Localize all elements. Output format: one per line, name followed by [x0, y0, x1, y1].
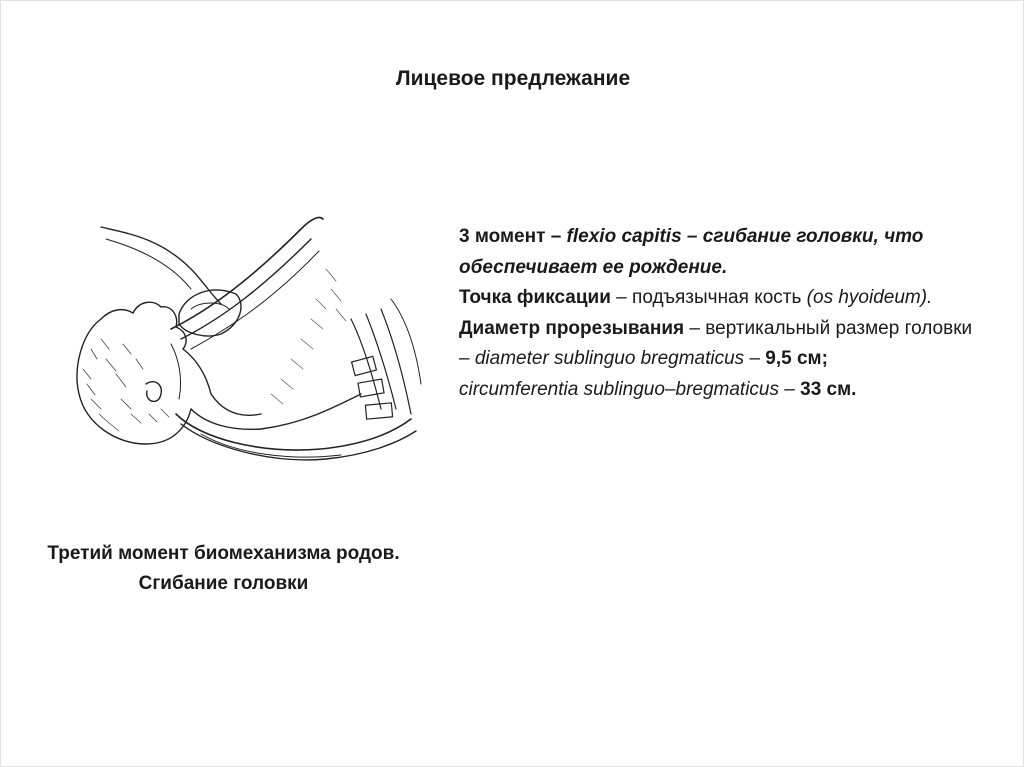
moment-label: 3 момент –	[459, 226, 567, 247]
caption-line-2: Сгибание головки	[138, 573, 309, 594]
moment-description: – сгибание головки, что обеспечивает ее рождение.	[459, 226, 924, 278]
paragraph-fixation-point	[459, 283, 979, 314]
fixation-latin: (os hyoideum).	[806, 287, 933, 308]
fixation-value: – подъязычная кость	[610, 287, 807, 308]
slide-title: Лицевое предлежание	[395, 67, 631, 90]
diameter-description: – вертикальный размер головки –	[459, 317, 973, 369]
fixation-label: Точка фиксации	[459, 287, 611, 308]
circumference-latin: circumferentia sublinguo–bregmaticus	[459, 378, 779, 400]
circumference-dash: –	[779, 378, 801, 400]
paragraph-circumference	[459, 375, 979, 406]
moment-latin: flexio capitis	[566, 226, 682, 247]
paragraph-diameter	[459, 314, 979, 375]
paragraph-moment	[459, 222, 979, 283]
illustration-fetal-head-flexion	[61, 209, 431, 479]
diameter-dash: –	[744, 348, 766, 369]
description-text	[459, 222, 979, 405]
caption-line-1: Третий момент биомеханизма родов.	[47, 543, 400, 564]
diameter-latin: diameter sublinguo bregmaticus	[474, 348, 745, 369]
diameter-label: Диаметр прорезывания	[459, 317, 685, 339]
figure-caption	[1, 539, 446, 599]
diameter-value: 9,5 см;	[765, 348, 828, 369]
circumference-value: 33 см.	[800, 378, 857, 400]
